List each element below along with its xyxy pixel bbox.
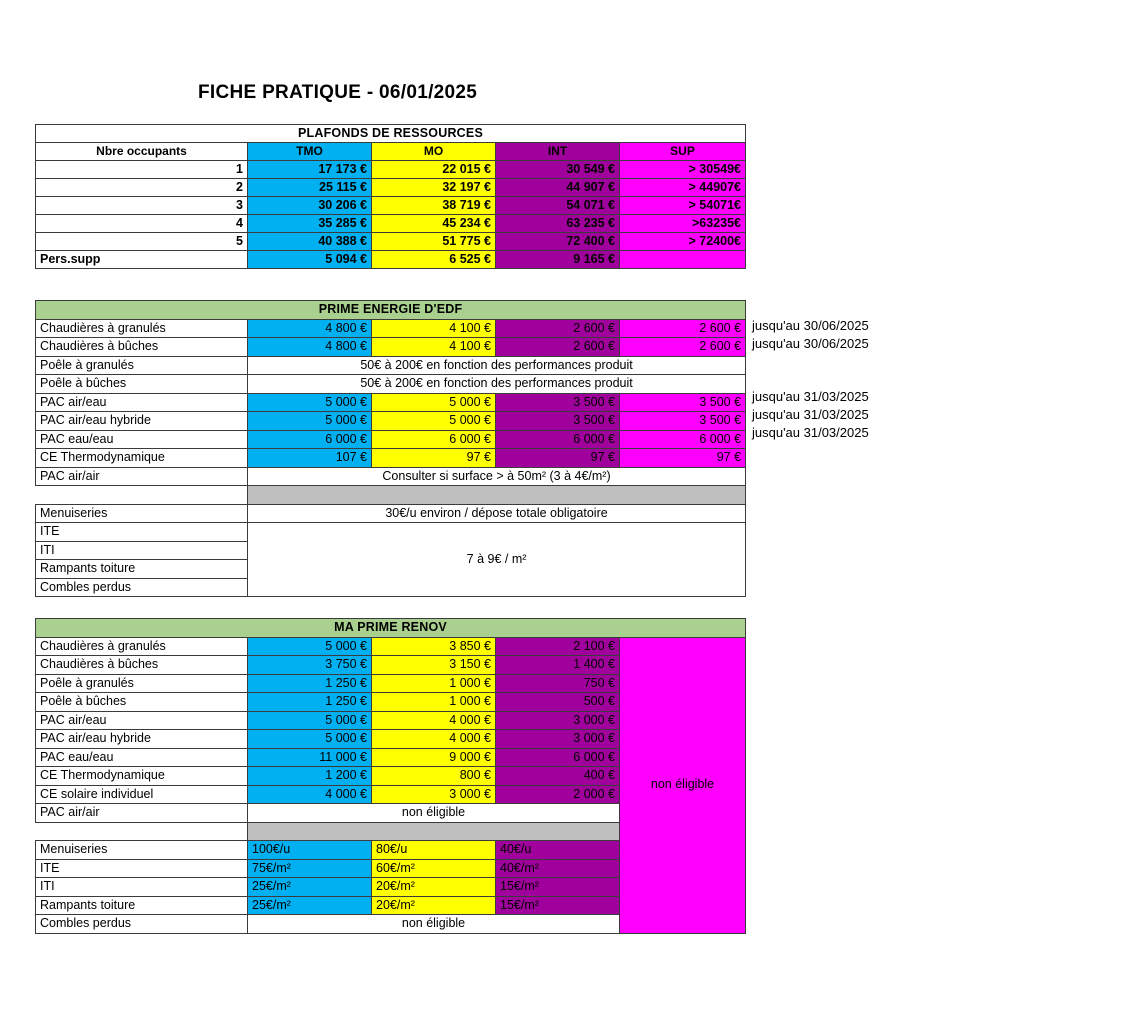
ma-prime-renov-table: [35, 618, 746, 934]
cell-int: 3 000 €: [496, 730, 620, 749]
note-pac-air-eau-hybride: jusqu'au 31/03/2025: [752, 407, 869, 422]
row-label-pac-air-air: PAC air/air: [36, 804, 248, 823]
row-label: CE Thermodynamique: [36, 767, 248, 786]
row-label: CE solaire individuel: [36, 785, 248, 804]
table-header-row: [36, 143, 746, 161]
row-label: CE Thermodynamique: [36, 449, 248, 468]
cell-mo: 20€/m²: [372, 896, 496, 915]
row-label: Chaudières à granulés: [36, 637, 248, 656]
cell-mo: 38 719 €: [372, 197, 496, 215]
cell-tmo: 30 206 €: [248, 197, 372, 215]
row-label: PAC air/eau hybride: [36, 412, 248, 431]
cell-mo: 800 €: [372, 767, 496, 786]
note-chaudieres-granules: jusqu'au 30/06/2025: [752, 318, 869, 333]
cell-sup: > 54071€: [620, 197, 746, 215]
cell-int: 3 500 €: [496, 412, 620, 431]
cell-combles-value: non éligible: [248, 915, 620, 934]
cell-int: 400 €: [496, 767, 620, 786]
cell-tmo: 35 285 €: [248, 215, 372, 233]
table-row: [36, 449, 746, 468]
table-spacer-row: [36, 486, 746, 505]
table-row: [36, 412, 746, 431]
cell-sup-non-eligible: non éligible: [620, 637, 746, 933]
row-label: ITE: [36, 859, 248, 878]
renov-banner: MA PRIME RENOV: [36, 619, 746, 638]
cell-mo: 5 000 €: [372, 412, 496, 431]
edf-banner: PRIME ENERGIE D'EDF: [36, 301, 746, 320]
row-label: Chaudières à bûches: [36, 656, 248, 675]
cell-mo: 51 775 €: [372, 233, 496, 251]
row-label: Menuiseries: [36, 841, 248, 860]
cell-menuiseries-value: 30€/u environ / dépose totale obligatoire: [248, 504, 746, 523]
cell-mo: 22 015 €: [372, 161, 496, 179]
row-label: Chaudières à granulés: [36, 319, 248, 338]
cell-mo: 5 000 €: [372, 393, 496, 412]
cell-tmo: 6 000 €: [248, 430, 372, 449]
cell-int: 72 400 €: [496, 233, 620, 251]
cell-tmo: 100€/u: [248, 841, 372, 860]
cell-int: 30 549 €: [496, 161, 620, 179]
cell-sup: 3 500 €: [620, 393, 746, 412]
cell-mo: 3 150 €: [372, 656, 496, 675]
spacer-band: [248, 822, 620, 841]
cell-int: 15€/m²: [496, 878, 620, 897]
cell-int: 6 000 €: [496, 748, 620, 767]
row-label: Poêle à granulés: [36, 674, 248, 693]
cell-mo: 3 000 €: [372, 785, 496, 804]
plafonds-banner: PLAFONDS DE RESSOURCES: [36, 125, 746, 143]
cell-tmo: 5 000 €: [248, 730, 372, 749]
cell-tmo: 4 000 €: [248, 785, 372, 804]
cell-sup: 2 600 €: [620, 319, 746, 338]
cell-tmo: 5 000 €: [248, 412, 372, 431]
cell-tmo: 25 115 €: [248, 179, 372, 197]
table-row: [36, 161, 746, 179]
cell-int: 2 000 €: [496, 785, 620, 804]
cell-sup: 3 500 €: [620, 412, 746, 431]
table-banner-row: [36, 125, 746, 143]
table-row-supp: [36, 251, 746, 269]
cell-tmo: 11 000 €: [248, 748, 372, 767]
prime-energie-edf-table: [35, 300, 746, 597]
cell-merged: 50€ à 200€ en fonction des performances produit: [248, 375, 746, 394]
cell-tmo: 1 250 €: [248, 693, 372, 712]
col-header-mo: MO: [372, 143, 496, 161]
cell-tmo: 5 094 €: [248, 251, 372, 269]
table-row: [36, 467, 746, 486]
table-row: [36, 504, 746, 523]
col-header-occupants: Nbre occupants: [36, 143, 248, 161]
cell-int: 3 000 €: [496, 711, 620, 730]
row-label: 2: [36, 179, 248, 197]
cell-sup: 6 000 €: [620, 430, 746, 449]
cell-mo: 4 100 €: [372, 319, 496, 338]
note-pac-air-eau: jusqu'au 31/03/2025: [752, 389, 869, 404]
cell-int: 2 600 €: [496, 338, 620, 357]
cell-mo: 97 €: [372, 449, 496, 468]
cell-int: 1 400 €: [496, 656, 620, 675]
row-label: 5: [36, 233, 248, 251]
table-row: [36, 393, 746, 412]
row-label: ITI: [36, 878, 248, 897]
row-label: PAC air/eau: [36, 393, 248, 412]
cell-int: 6 000 €: [496, 430, 620, 449]
table-row: [36, 637, 746, 656]
row-label: PAC air/eau: [36, 711, 248, 730]
spacer-cell: [36, 822, 248, 841]
table-row: [36, 523, 746, 542]
cell-mo: 3 850 €: [372, 637, 496, 656]
row-label: PAC air/air: [36, 467, 248, 486]
cell-tmo: 4 800 €: [248, 319, 372, 338]
cell-sup: 97 €: [620, 449, 746, 468]
cell-mo: 4 000 €: [372, 730, 496, 749]
cell-int: 63 235 €: [496, 215, 620, 233]
spacer-cell: [36, 486, 248, 505]
row-label: 1: [36, 161, 248, 179]
cell-tmo: 5 000 €: [248, 393, 372, 412]
table-row: [36, 375, 746, 394]
table-banner-row: [36, 619, 746, 638]
cell-tmo: 5 000 €: [248, 637, 372, 656]
row-label-menuiseries: Menuiseries: [36, 504, 248, 523]
table-row: [36, 179, 746, 197]
cell-mo: 60€/m²: [372, 859, 496, 878]
cell-int: 3 500 €: [496, 393, 620, 412]
row-label: PAC eau/eau: [36, 430, 248, 449]
cell-mo: 80€/u: [372, 841, 496, 860]
cell-mo: 1 000 €: [372, 693, 496, 712]
cell-sup: > 44907€: [620, 179, 746, 197]
cell-sup: 2 600 €: [620, 338, 746, 357]
cell-pac-air-air-value: non éligible: [248, 804, 620, 823]
cell-int: 40€/u: [496, 841, 620, 860]
table-row: [36, 338, 746, 357]
table-banner-row: [36, 301, 746, 320]
table-row: [36, 215, 746, 233]
plafonds-ressources-table: [35, 124, 746, 269]
cell-int: 2 100 €: [496, 637, 620, 656]
cell-merged: Consulter si surface > à 50m² (3 à 4€/m²): [248, 467, 746, 486]
col-header-tmo: TMO: [248, 143, 372, 161]
cell-mo: 6 000 €: [372, 430, 496, 449]
cell-merged: 50€ à 200€ en fonction des performances produit: [248, 356, 746, 375]
cell-tmo: 25€/m²: [248, 878, 372, 897]
table-row: [36, 197, 746, 215]
cell-mo: 9 000 €: [372, 748, 496, 767]
cell-tmo: 5 000 €: [248, 711, 372, 730]
cell-tmo: 40 388 €: [248, 233, 372, 251]
col-header-int: INT: [496, 143, 620, 161]
col-header-sup: SUP: [620, 143, 746, 161]
cell-mo: 4 000 €: [372, 711, 496, 730]
cell-mo: 4 100 €: [372, 338, 496, 357]
cell-sup: [620, 251, 746, 269]
cell-sup: > 72400€: [620, 233, 746, 251]
row-label-supp: Pers.supp: [36, 251, 248, 269]
row-label-combles: Combles perdus: [36, 915, 248, 934]
cell-mo: 1 000 €: [372, 674, 496, 693]
cell-mo: 32 197 €: [372, 179, 496, 197]
cell-int: 750 €: [496, 674, 620, 693]
cell-mo: 6 525 €: [372, 251, 496, 269]
table-row: [36, 319, 746, 338]
cell-int: 40€/m²: [496, 859, 620, 878]
table-row: [36, 233, 746, 251]
cell-isolation-value: 7 à 9€ / m²: [248, 523, 746, 597]
spacer-band: [248, 486, 746, 505]
row-label: 3: [36, 197, 248, 215]
row-label: Poêle à granulés: [36, 356, 248, 375]
page-title: FICHE PRATIQUE - 06/01/2025: [198, 82, 478, 103]
cell-tmo: 1 250 €: [248, 674, 372, 693]
cell-mo: 45 234 €: [372, 215, 496, 233]
cell-tmo: 25€/m²: [248, 896, 372, 915]
row-label-ite: ITE: [36, 523, 248, 542]
cell-tmo: 4 800 €: [248, 338, 372, 357]
row-label-iti: ITI: [36, 541, 248, 560]
cell-tmo: 75€/m²: [248, 859, 372, 878]
row-label: PAC air/eau hybride: [36, 730, 248, 749]
row-label: Rampants toiture: [36, 896, 248, 915]
cell-sup: > 30549€: [620, 161, 746, 179]
row-label: PAC eau/eau: [36, 748, 248, 767]
cell-int: 15€/m²: [496, 896, 620, 915]
cell-tmo: 1 200 €: [248, 767, 372, 786]
cell-tmo: 17 173 €: [248, 161, 372, 179]
row-label: Poêle à bûches: [36, 375, 248, 394]
row-label-combles: Combles perdus: [36, 578, 248, 597]
row-label: Chaudières à bûches: [36, 338, 248, 357]
row-label: Poêle à bûches: [36, 693, 248, 712]
cell-sup: >63235€: [620, 215, 746, 233]
cell-int: 2 600 €: [496, 319, 620, 338]
row-label-rampants: Rampants toiture: [36, 560, 248, 579]
cell-tmo: 107 €: [248, 449, 372, 468]
cell-int: 97 €: [496, 449, 620, 468]
cell-tmo: 3 750 €: [248, 656, 372, 675]
note-chaudieres-buches: jusqu'au 30/06/2025: [752, 336, 869, 351]
cell-int: 9 165 €: [496, 251, 620, 269]
cell-int: 500 €: [496, 693, 620, 712]
cell-mo: 20€/m²: [372, 878, 496, 897]
table-row: [36, 356, 746, 375]
row-label: 4: [36, 215, 248, 233]
cell-int: 54 071 €: [496, 197, 620, 215]
cell-int: 44 907 €: [496, 179, 620, 197]
table-row: [36, 430, 746, 449]
note-pac-eau-eau: jusqu'au 31/03/2025: [752, 425, 869, 440]
